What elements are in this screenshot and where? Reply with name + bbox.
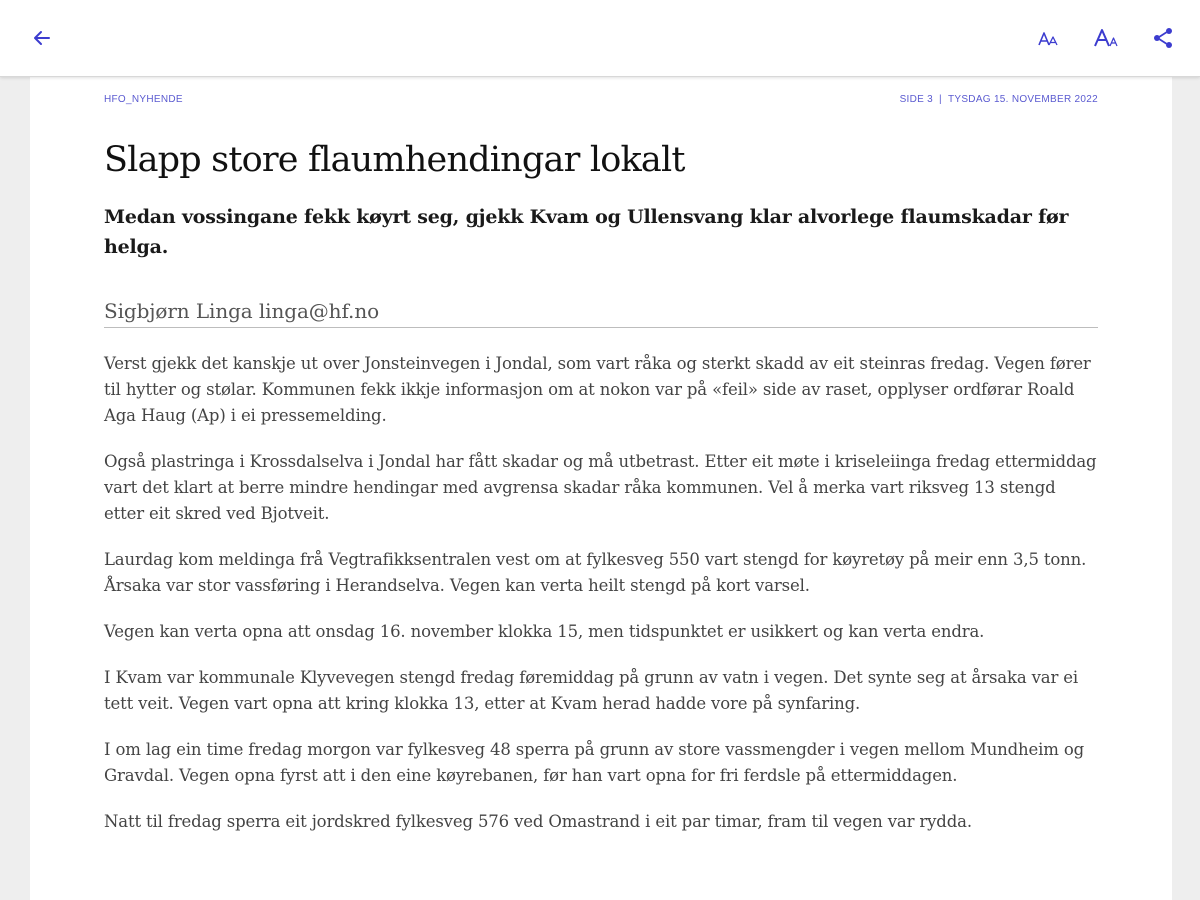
body-paragraph: Også plastringa i Krossdalselva i Jondal har fått skadar og må utbetrast. Etter eit møte i kriseleiinga fredag ettermiddag vart det klart at berre mindre hendingar med avgrensa skadar råka kommunen. Vel å merka vart riksveg 13 stengd etter eit skred ved Bjotveit.: [104, 452, 1097, 523]
page-number: SIDE 3: [899, 94, 934, 105]
body-paragraph: I Kvam var kommunale Klyvevegen stengd fredag føremiddag på grunn av vatn i vegen. Det synte seg at årsaka var ei tett veit. Vegen vart opna att kring klokka 13, etter at Kvam herad hadde vore på synfaring.: [104, 668, 1079, 713]
body-paragraph: Vegen kan verta opna att onsdag 16. november klokka 15, men tidspunktet er usikkert og kan verta endra.: [104, 622, 985, 641]
publication-date: TYSDAG 15. NOVEMBER 2022: [947, 94, 1098, 105]
page-and-date: [900, 94, 1098, 105]
article-byline: Sigbjørn Linga linga@hf.no: [104, 295, 1098, 328]
meta-separator: |: [939, 94, 942, 105]
text-size-increase-icon: [1092, 25, 1122, 51]
section-label: HFO_NYHENDE: [104, 94, 183, 105]
article-headline: Slapp store flaumhendingar lokalt: [104, 140, 685, 180]
article-body: [104, 351, 1098, 855]
body-paragraph: Laurdag kom meldinga frå Vegtrafikksentralen vest om at fylkesveg 550 vart stengd for køyretøy på meir enn 3,5 tonn. Årsaka var stor vassføring i Herandselva. Vegen kan verta heilt stengd på kort varsel.: [104, 550, 1087, 595]
article-lead: Medan vossingane fekk køyrt seg, gjekk Kvam og Ullensvang klar alvorlege flaumskadar før helga.: [104, 206, 1069, 258]
top-toolbar: [0, 0, 1200, 77]
share-button[interactable]: [1145, 20, 1181, 56]
article-page: [30, 77, 1172, 900]
arrow-left-icon: [31, 27, 53, 49]
body-paragraph: Natt til fredag sperra eit jordskred fylkesveg 576 ved Omastrand i eit par timar, fram til vegen var rydda.: [104, 812, 972, 831]
article-meta: [104, 94, 1098, 108]
body-paragraph: Verst gjekk det kanskje ut over Jonsteinvegen i Jondal, som vart råka og sterkt skadd av eit steinras fredag. Vegen fører til hytter og stølar. Kommunen fekk ikkje informasjon om at nokon var på «feil» side av raset, opplyser ordførar Roald Aga Haug (Ap) i ei pressemelding.: [104, 354, 1091, 425]
body-paragraph: I om lag ein time fredag morgon var fylkesveg 48 sperra på grunn av store vassmengder i vegen mellom Mundheim og Gravdal. Vegen opna fyrst att i den eine køyrebanen, før han vart opna for fri ferdsle på ettermiddagen.: [104, 740, 1085, 785]
increase-font-button[interactable]: [1089, 20, 1125, 56]
decrease-font-button[interactable]: [1032, 20, 1068, 56]
back-button[interactable]: [24, 20, 60, 56]
text-size-decrease-icon: [1036, 26, 1064, 50]
share-icon: [1151, 26, 1175, 50]
